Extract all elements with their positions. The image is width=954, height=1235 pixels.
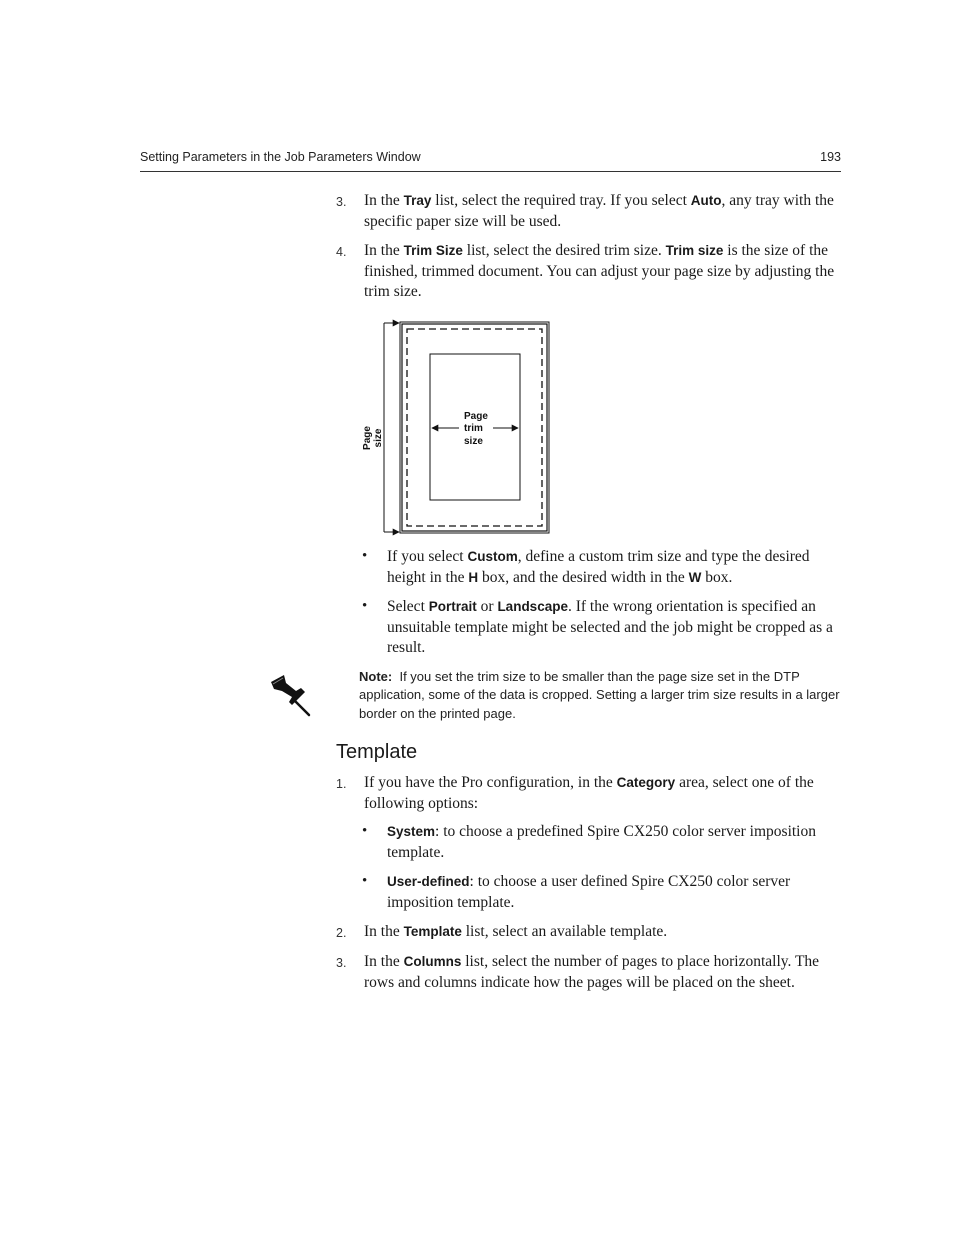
page-size-label: size [373,428,384,448]
bullet-marker: • [362,823,368,839]
trim-label: Page [464,411,488,422]
page-size-label: Page [362,426,373,450]
note-label: Note: [359,669,393,684]
step-template: In the Template list, select an available template. [364,923,668,940]
bullet-orientation: Select Portrait or Landscape. If the wrong orientation is specified an unsuitable template might be selected and the job might be cropped as a result. [387,598,833,656]
section-heading: Template [336,741,418,763]
header-section-title: Setting Parameters in the Job Parameters Window [140,150,421,164]
trim-label: size [464,436,483,447]
bullet-marker: • [362,548,368,564]
step-number: 4. [336,245,347,259]
bullet-user-defined: User-defined: to choose a user defined Spire CX250 color server imposition template. [387,873,791,911]
step-category: If you have the Pro configuration, in the Category area, select one of the following options: [364,774,814,812]
bullet-custom: If you select Custom, define a custom trim size and type the desired height in the H box, and the desired width in the W box. [387,548,810,586]
bullet-marker: • [362,873,368,889]
note-text: If you set the trim size to be smaller than the page size set in the DTP application, some of the data is cropped. Setting a larger trim size results in a larger border on the printed page. [359,669,840,721]
pushpin-icon [268,672,312,718]
step-columns: In the Columns list, select the number of pages to place horizontally. The rows and columns indicate how the pages will be placed on the sheet. [364,953,820,991]
step-number: 2. [336,926,347,940]
step-number: 3. [336,956,347,970]
bullet-marker: • [362,598,368,614]
trim-label: trim [464,423,483,434]
page-header [140,150,841,172]
step-number: 3. [336,195,347,209]
trim-size-diagram [355,315,555,540]
step-number: 1. [336,777,347,791]
note-block [359,668,844,723]
bullet-system: System: to choose a predefined Spire CX250 color server imposition template. [387,823,816,861]
step-trim-size: In the Trim Size list, select the desired trim size. Trim size is the size of the finished, trimmed document. You can adjust your page size by adjusting the trim size. [364,242,835,300]
page-number: 193 [820,150,841,164]
step-tray: In the Tray list, select the required tray. If you select Auto, any tray with the specific paper size will be used. [364,192,834,230]
